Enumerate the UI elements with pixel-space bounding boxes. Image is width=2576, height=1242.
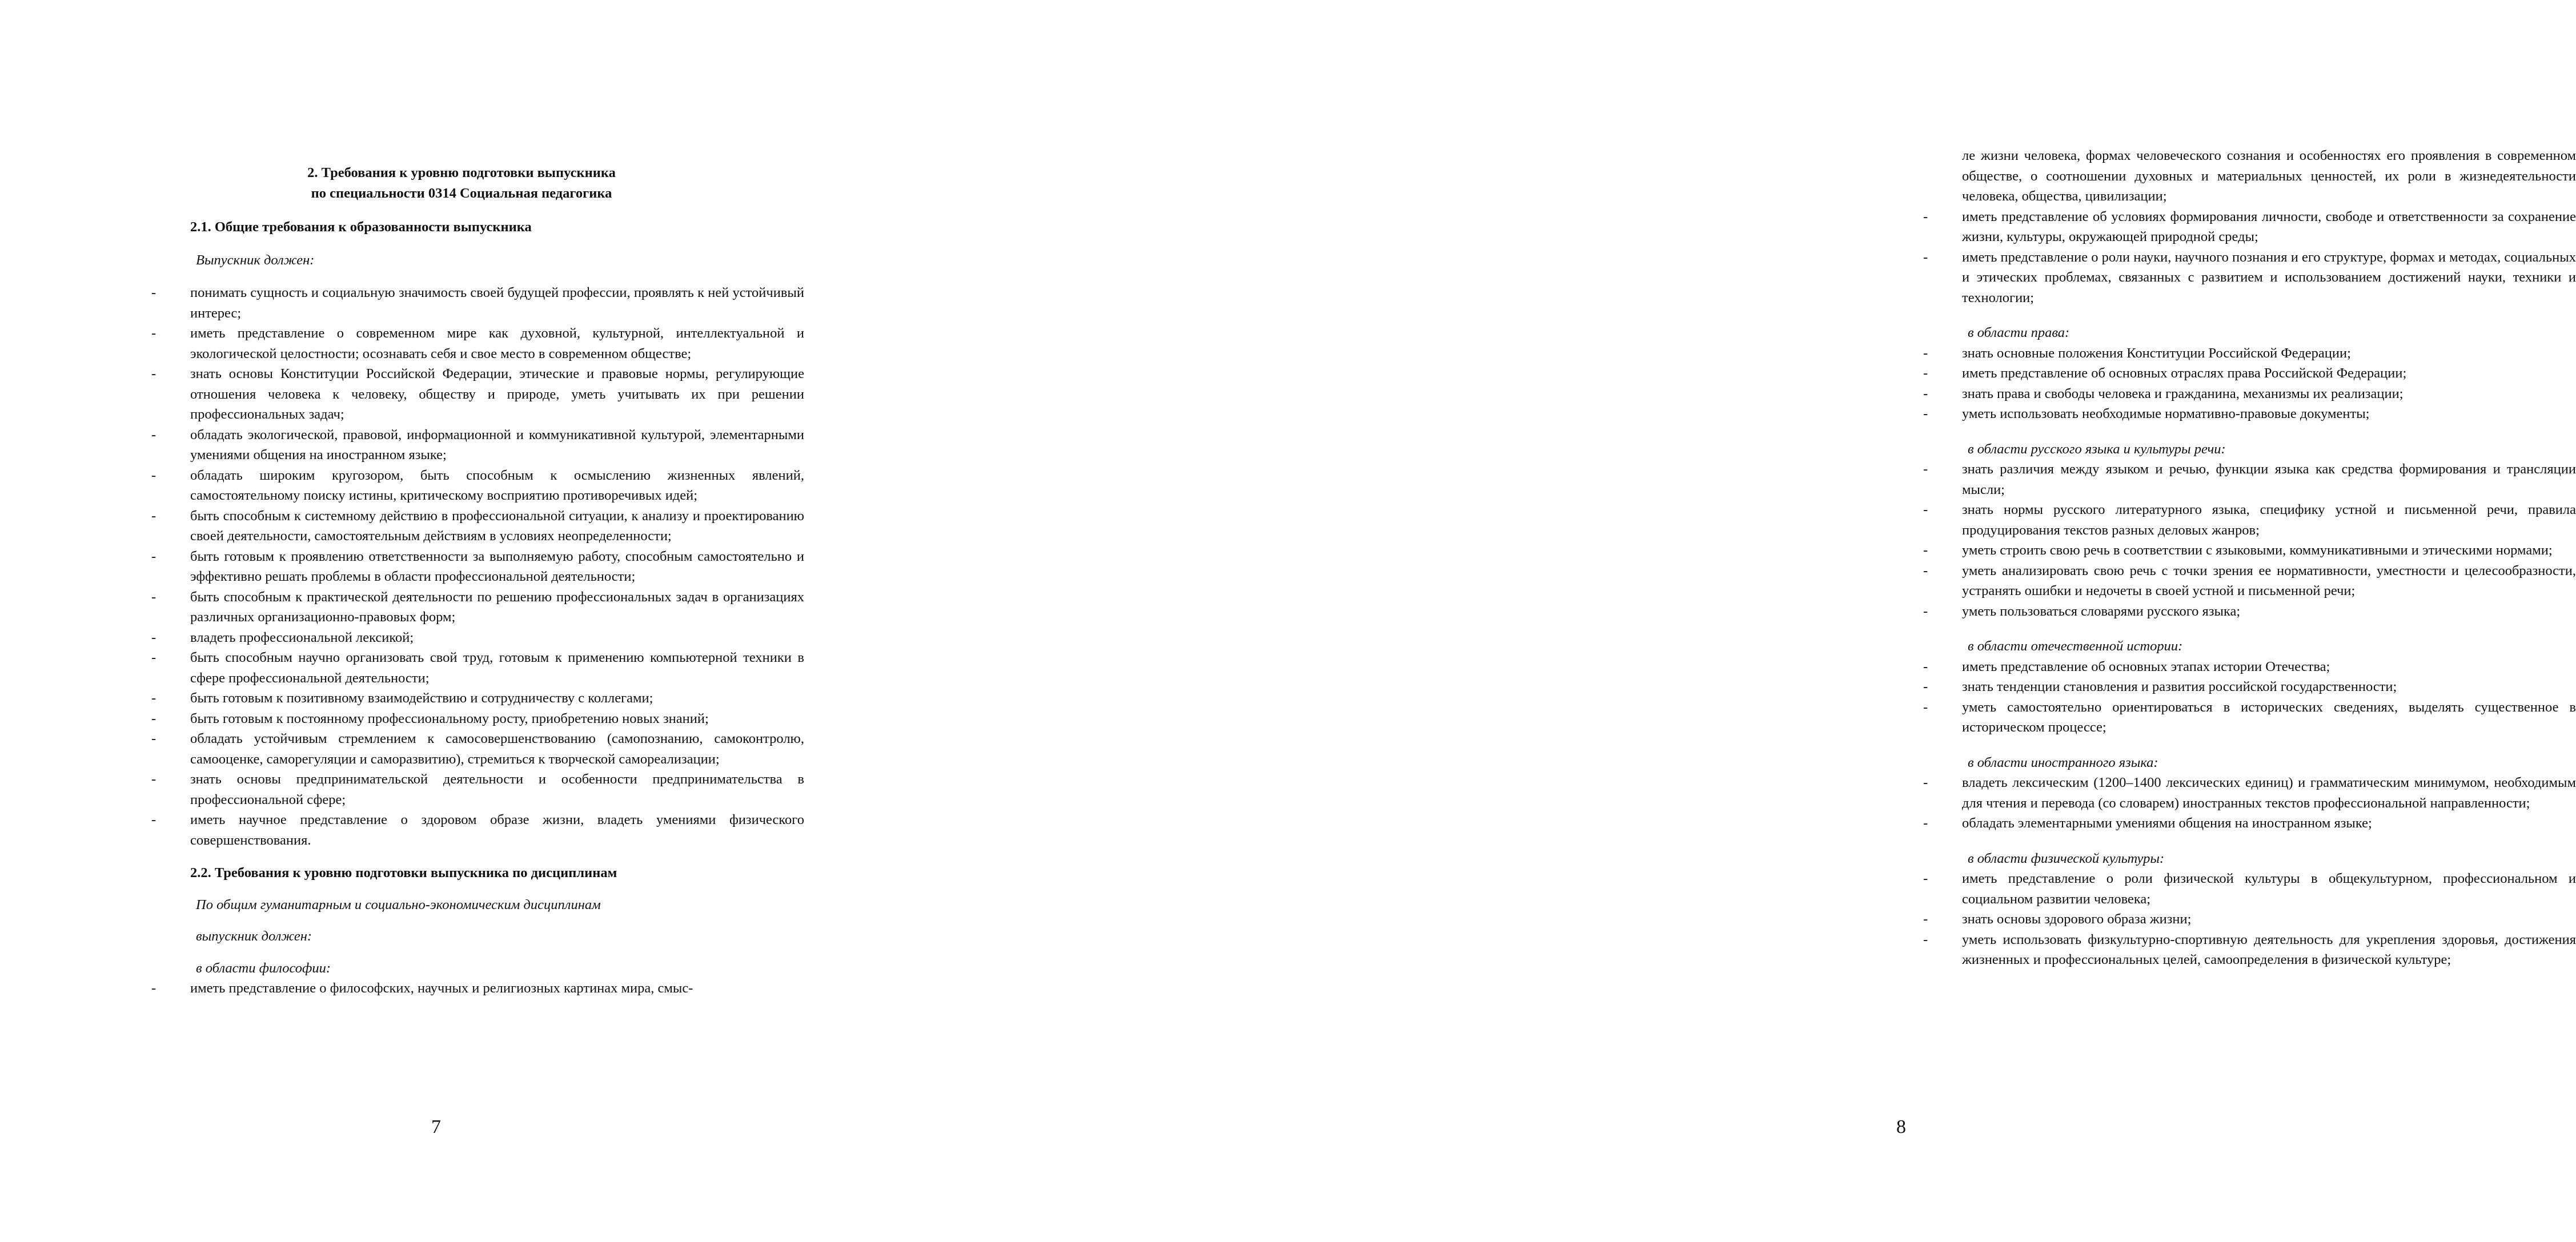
law-list: [1923, 343, 2576, 424]
page-number: 8: [1896, 1116, 1906, 1138]
foreign-language-list: [1923, 773, 2576, 834]
page-number: 7: [431, 1116, 441, 1138]
list-item: - иметь представление об основных отраслях права Российской Федерации;: [1923, 365, 2407, 381]
list-item: - иметь научное представление о здоровом образе жизни, владеть умениями физического совершенствования.: [151, 812, 804, 848]
list-item: - уметь пользоваться словарями русского языка;: [1923, 603, 2241, 619]
philosophy-list: [1923, 207, 2576, 308]
left-page-body: [151, 163, 804, 999]
history-list: [1923, 657, 2576, 738]
list-item: - понимать сущность и социальную значимость своей будущей профессии, проявлять к ней устойчивый интерес;: [151, 285, 804, 321]
subsection-title-2-1: 2.1. Общие требования к образованности выпускника: [190, 219, 532, 235]
list-item: - уметь строить свою речь в соответствии с языковыми, коммуникативными и этическими нормами;: [1923, 542, 2553, 558]
list-item: - обладать широким кругозором, быть способным к осмыслению жизненных явлений, самостоятельному поиску истины, критическому восприятию противоречивых идей;: [151, 467, 804, 503]
list-item: - знать права и свободы человека и гражданина, механизмы их реализации;: [1923, 385, 2404, 401]
section-title-line-1: 2. Требования к уровню подготовки выпускника: [307, 165, 616, 180]
list-item: - быть готовым к постоянному профессиональному росту, приобретению новых знаний;: [151, 710, 709, 726]
general-requirements-list: [151, 283, 804, 850]
list-item: - обладать экологической, правовой, информационной и коммуникативной культурой, элементарными умениями общения на иностранном языке;: [151, 427, 804, 463]
list-item: - иметь представление об условиях формирования личности, свободе и ответственности за сохранение жизни, культуры, окружающей природной среды;: [1923, 208, 2576, 244]
law-label: в области права:: [1968, 325, 2070, 340]
list-item: - обладать устойчивым стремлением к самосовершенствованию (самопознанию, самоконтролю, самооценке, саморегуляции и саморазвитию), стремиться к творческой самореализации;: [151, 731, 804, 767]
list-item: - иметь представление о философских, научных и религиозных картинах мира, смыс-: [151, 980, 693, 996]
physical-culture-list: [1923, 869, 2576, 970]
list-item: - быть готовым к позитивному взаимодействию и сотрудничеству с коллегами;: [151, 690, 653, 706]
list-item: - уметь использовать необходимые нормативно-правовые документы;: [1923, 406, 2370, 421]
list-item: - быть способным к системному действию в профессиональной ситуации, к анализу и проектированию своей деятельности, самостоятельным действиям в условиях неопределенности;: [151, 508, 804, 544]
section-title: [190, 163, 733, 203]
list-item: - иметь представление о роли физической культуры в общекультурном, профессиональном и социальном развитии человека;: [1923, 871, 2576, 907]
subsection-title-2-2: 2.2. Требования к уровню подготовки выпускника по дисциплинам: [190, 865, 617, 881]
list-item: - быть способным научно организовать свой труд, готовым к применению компьютерной техники в сфере профессиональной деятельности;: [151, 650, 804, 686]
philosophy-label: в области философии:: [196, 960, 331, 976]
list-item: - быть готовым к проявлению ответственности за выполняемую работу, способным самостоятельно и эффективно решать проблемы в области профессиональной деятельности;: [151, 548, 804, 584]
list-item: - уметь самостоятельно ориентироваться в исторических сведениях, выделять существенное в историческом процессе;: [1923, 699, 2576, 735]
right-page-body: [1923, 146, 2576, 970]
list-item: - владеть лексическим (1200–1400 лексических единиц) и грамматическим минимумом, необходимым для чтения и перевода (со словарем) иностранных текстов профессиональной направленности;: [1923, 775, 2576, 811]
list-item: - иметь представление об основных этапах истории Отечества;: [1923, 658, 2330, 674]
list-item: - иметь представление о роли науки, научного познания и его структуре, формах и методах, социальных и этических проблемах, связанных с развитием и использованием достижений науки, техники и технологии;: [1923, 249, 2576, 306]
list-item: - уметь использовать физкультурно-спортивную деятельность для укрепления здоровья, достижения жизненных и профессиональных целей, самоопределения в физической культуре;: [1923, 931, 2576, 967]
philosophy-continuation: ле жизни человека, формах человеческого сознания и особенностях его проявления в современном обществе, о соотношении духовных и материальных ценностей, их роли в жизнедеятельности человека, общества, цивилизации;: [1962, 148, 2576, 204]
must-label: выпускник должен:: [196, 929, 312, 944]
right-page: [900, 0, 2576, 1242]
discipline-group-label: По общим гуманитарным и социально-экономическим дисциплинам: [196, 897, 601, 913]
list-item: - знать основы здорового образа жизни;: [1923, 911, 2192, 927]
list-item: - знать основы Конституции Российской Федерации, этические и правовые нормы, регулирующие отношения человека к человеку, обществу и природе, уметь учитывать их при решении профессиональных задач;: [151, 366, 804, 422]
left-page: [0, 0, 900, 1242]
philosophy-list-start: [151, 978, 804, 999]
list-item: - знать различия между языком и речью, функции языка как средства формирования и трансляции мысли;: [1923, 461, 2576, 497]
list-item: - знать тенденции становления и развития российской государственности;: [1923, 679, 2397, 694]
list-item: - знать нормы русского литературного языка, специфику устной и письменной речи, правила продуцирования текстов разных деловых жанров;: [1923, 502, 2576, 538]
list-item: - быть способным к практической деятельности по решению профессиональных задач в организациях различных организационно-правовых форм;: [151, 589, 804, 625]
list-item: - знать основные положения Конституции Российской Федерации;: [1923, 345, 2351, 361]
russian-language-list: [1923, 459, 2576, 621]
history-label: в области отечественной истории:: [1968, 638, 2183, 654]
list-item: - знать основы предпринимательской деятельности и особенности предпринимательства в профессиональной сфере;: [151, 771, 804, 807]
list-item: - обладать элементарными умениями общения на иностранном языке;: [1923, 815, 2372, 831]
physical-culture-label: в области физической культуры:: [1968, 850, 2165, 866]
foreign-language-label: в области иностранного языка:: [1968, 754, 2158, 770]
list-item: - уметь анализировать свою речь с точки зрения ее нормативности, уместности и целесообразности, устранять ошибки и недочеты в своей устной и письменной речи;: [1923, 562, 2576, 598]
list-item: - иметь представление о современном мире как духовной, культурной, интеллектуальной и экологической целостности; осознавать себя и свое место в современном обществе;: [151, 325, 804, 361]
section-title-line-2: по специальности 0314 Социальная педагогика: [311, 185, 612, 201]
intro-text: Выпускник должен:: [196, 252, 315, 268]
list-item: - владеть профессиональной лексикой;: [151, 629, 414, 645]
russian-language-label: в области русского языка и культуры речи:: [1968, 441, 2226, 457]
